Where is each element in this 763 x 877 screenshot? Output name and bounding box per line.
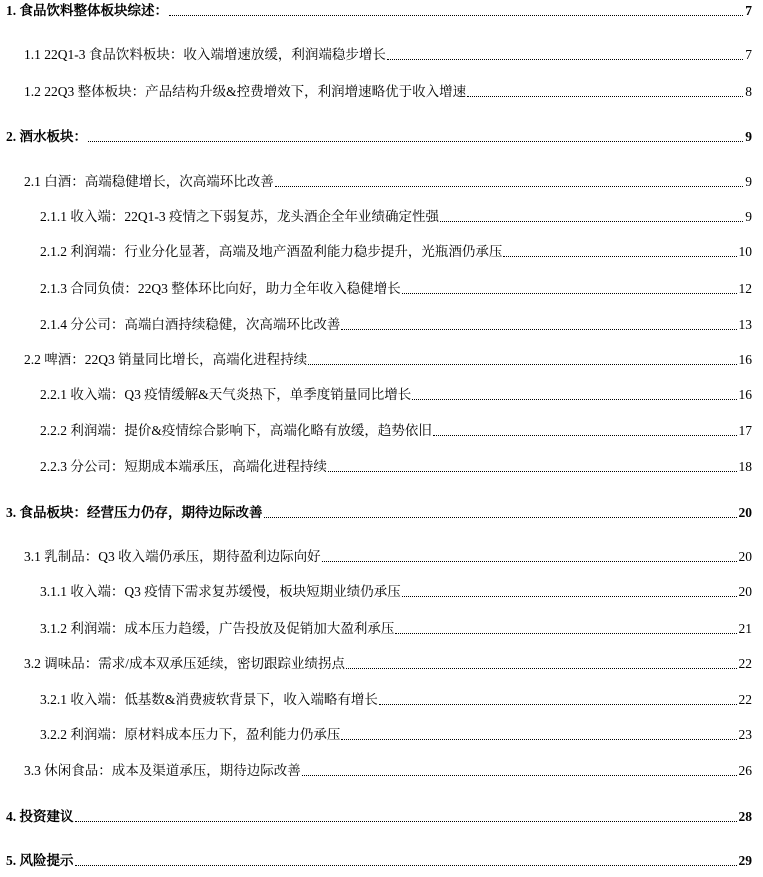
toc-entry-title: 3.3 休闲食品：成本及渠道承压，期待边际改善 — [24, 763, 301, 778]
dot-leader — [88, 140, 743, 142]
toc-entry[interactable] — [40, 692, 752, 708]
toc-entry-page-number: 28 — [738, 809, 752, 824]
toc-entry[interactable] — [40, 584, 752, 600]
toc-entry-title: 2.1.4 分公司：高端白酒持续稳健，次高端环比改善 — [40, 317, 341, 332]
toc-entry[interactable] — [40, 244, 752, 260]
toc-entry-page-number: 8 — [745, 84, 752, 99]
toc-entry-page-number: 16 — [738, 352, 752, 367]
dot-leader — [341, 738, 736, 740]
dot-leader — [503, 255, 736, 257]
toc-entry[interactable] — [24, 84, 752, 100]
toc-entry-title: 3.1.1 收入端：Q3 疫情下需求复苏缓慢，板块短期业绩仍承压 — [40, 584, 401, 599]
dot-leader — [402, 292, 737, 294]
toc-entry-page-number: 20 — [738, 505, 752, 520]
toc-entry-page-number: 16 — [738, 387, 752, 402]
toc-entry[interactable] — [6, 129, 752, 145]
toc-entry-page-number: 17 — [738, 423, 752, 438]
toc-entry-page-number: 20 — [738, 584, 752, 599]
toc-entry-title: 2.2.2 利润端：提价&疫情综合影响下，高端化略有放缓，趋势依旧 — [40, 423, 432, 438]
toc-entry-title: 2.2.1 收入端：Q3 疫情缓解&天气炎热下，单季度销量同比增长 — [40, 387, 412, 402]
dot-leader — [302, 774, 737, 776]
toc-entry-title: 3.2.1 收入端：低基数&消费疲软背景下，收入端略有增长 — [40, 692, 378, 707]
toc-entry[interactable] — [6, 505, 752, 521]
dot-leader — [433, 434, 737, 436]
toc-entry-title: 3.1 乳制品：Q3 收入端仍承压，期待盈利边际向好 — [24, 549, 321, 564]
dot-leader — [75, 820, 737, 822]
toc-entry-title: 1.1 22Q1-3 食品饮料板块：收入端增速放缓，利润端稳步增长 — [24, 47, 386, 62]
toc-entry-page-number: 20 — [738, 549, 752, 564]
dot-leader — [395, 632, 736, 634]
dot-leader — [412, 398, 736, 400]
toc-entry[interactable] — [6, 3, 752, 19]
dot-leader — [467, 95, 743, 97]
toc-entry[interactable] — [40, 423, 752, 439]
dot-leader — [402, 595, 737, 597]
toc-entry-title: 1. 食品饮料整体板块综述： — [6, 3, 168, 18]
toc-entry-title: 2.1 白酒：高端稳健增长，次高端环比改善 — [24, 174, 274, 189]
dot-leader — [169, 14, 743, 16]
toc-entry-title: 1.2 22Q3 整体板块：产品结构升级&控费增效下，利润增速略优于收入增速 — [24, 84, 467, 99]
toc-entry[interactable] — [40, 621, 752, 637]
toc-entry-title: 4. 投资建议 — [6, 809, 74, 824]
toc-entry[interactable] — [24, 174, 752, 190]
toc-entry[interactable] — [6, 853, 752, 869]
toc-entry-title: 3.1.2 利润端：成本压力趋缓，广告投放及促销加大盈利承压 — [40, 621, 395, 636]
toc-entry-title: 2.1.3 合同负债：22Q3 整体环比向好，助力全年收入稳健增长 — [40, 281, 401, 296]
toc-entry-page-number: 7 — [745, 3, 752, 18]
toc-entry[interactable] — [24, 47, 752, 63]
toc-entry-page-number: 9 — [745, 209, 752, 224]
toc-entry-page-number: 26 — [738, 763, 752, 778]
toc-entry-title: 5. 风险提示 — [6, 853, 74, 868]
toc-entry[interactable] — [40, 317, 752, 333]
dot-leader — [346, 667, 736, 669]
toc-entry-title: 3.2.2 利润端：原材料成本压力下，盈利能力仍承压 — [40, 727, 341, 742]
dot-leader — [440, 220, 743, 222]
toc-entry-title: 3. 食品板块：经营压力仍存，期待边际改善 — [6, 505, 263, 520]
toc-entry-title: 2.2.3 分公司：短期成本端承压，高端化进程持续 — [40, 459, 327, 474]
toc-entry-page-number: 9 — [745, 174, 752, 189]
toc-entry[interactable] — [40, 281, 752, 297]
dot-leader — [275, 185, 744, 187]
toc-entry-title: 3.2 调味品：需求/成本双承压延续，密切跟踪业绩拐点 — [24, 656, 346, 671]
toc-entry-page-number: 7 — [745, 47, 752, 62]
toc-entry-page-number: 22 — [738, 656, 752, 671]
toc-entry[interactable] — [40, 209, 752, 225]
toc-entry-title: 2.1.2 利润端：行业分化显著，高端及地产酒盈利能力稳步提升，光瓶酒仍承压 — [40, 244, 503, 259]
dot-leader — [322, 560, 737, 562]
toc-entry-title: 2. 酒水板块： — [6, 129, 87, 144]
toc-entry[interactable] — [6, 809, 752, 825]
toc-entry[interactable] — [40, 387, 752, 403]
dot-leader — [308, 363, 736, 365]
toc-entry[interactable] — [40, 459, 752, 475]
toc-entry-page-number: 29 — [738, 853, 752, 868]
toc-entry[interactable] — [24, 763, 752, 779]
dot-leader — [341, 328, 736, 330]
toc-entry[interactable] — [40, 727, 752, 743]
toc-entry-title: 2.2 啤酒：22Q3 销量同比增长，高端化进程持续 — [24, 352, 308, 367]
toc-entry-page-number: 22 — [738, 692, 752, 707]
toc-entry-page-number: 9 — [745, 129, 752, 144]
toc-entry-page-number: 18 — [738, 459, 752, 474]
dot-leader — [264, 516, 737, 518]
toc-entry-title: 2.1.1 收入端：22Q1-3 疫情之下弱复苏，龙头酒企全年业绩确定性强 — [40, 209, 439, 224]
dot-leader — [75, 864, 737, 866]
toc-entry[interactable] — [24, 352, 752, 368]
dot-leader — [328, 470, 737, 472]
toc-entry-page-number: 21 — [738, 621, 752, 636]
toc-entry[interactable] — [24, 656, 752, 672]
toc-entry-page-number: 10 — [738, 244, 752, 259]
dot-leader — [379, 703, 737, 705]
toc-entry-page-number: 12 — [738, 281, 752, 296]
dot-leader — [387, 58, 743, 60]
toc-entry-page-number: 23 — [738, 727, 752, 742]
toc-entry[interactable] — [24, 549, 752, 565]
toc-entry-page-number: 13 — [738, 317, 752, 332]
